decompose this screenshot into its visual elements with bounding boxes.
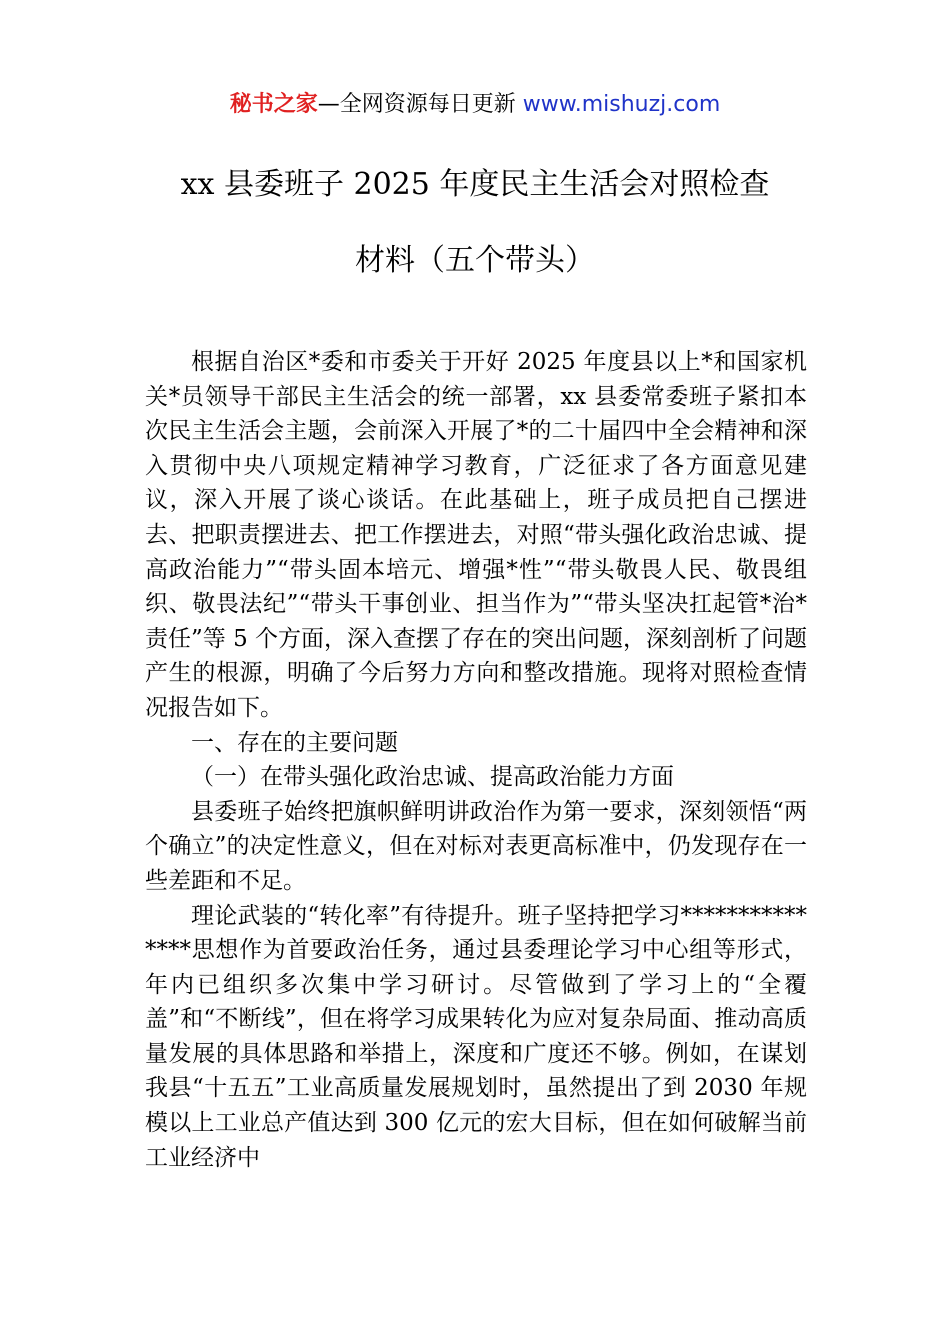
subsection-heading: （一）在带头强化政治忠诚、提高政治能力方面 — [191, 764, 674, 791]
body-paragraph: 理论武装的“转化率”有待提升。班子坚持把学习***************思想作为首要政治任务，通过县委理论学习中心组等形式，年内已组织多次集中学习研讨。尽管做到了学习上的“全覆盖”和“不断线”，但在将学习成果转化为应对复杂局面、推动高质量发展的具体思路和举措上，深度和广度还不够。例如，在谋划我县“十五五”工业高质量发展规划时，虽然提出了到 2030 年规模以上工业总产值达到 300 亿元的宏大目标，但在如何破解当前工业经济中 — [145, 902, 807, 1171]
title-line-2: 材料（五个带头） — [355, 243, 595, 278]
site-watermark-header — [0, 88, 950, 122]
body-paragraph: 县委班子始终把旗帜鲜明讲政治作为第一要求，深刻领悟“两个确立”的决定性意义，但在对标对表更高标准中，仍发现存在一些差距和不足。 — [145, 798, 807, 894]
brand-name: 秘书之家 — [229, 92, 318, 117]
document-body — [145, 345, 807, 1175]
site-url-link[interactable]: www.mishuzj.com — [522, 92, 721, 117]
tagline: —全网资源每日更新 — [317, 92, 523, 117]
section-heading: 一、存在的主要问题 — [191, 729, 398, 756]
document-title — [100, 160, 850, 286]
intro-paragraph: 根据自治区*委和市委关于开好 2025 年度县以上*和国家机关*员领导干部民主生活会的统一部署，xx 县委常委班子紧扣本次民主生活会主题，会前深入开展了*的二十届四中全会精神和深入贯彻中央八项规定精神学习教育，广泛征求了各方面意见建议，深入开展了谈心谈话。在此基础上，班子成员把自己摆进去、把职责摆进去、把工作摆进去，对照“带头强化政治忠诚、提高政治能力”“带头固本培元、增强*性”“带头敬畏人民、敬畏组织、敬畏法纪”“带头干事创业、担当作为”“带头坚决扛起管*治*责任”等 5 个方面，深入查摆了存在的突出问题，深刻剖析了问题产生的根源，明确了今后努力方向和整改措施。现将对照检查情况报告如下。 — [145, 349, 808, 721]
title-line-1: xx 县委班子 2025 年度民主生活会对照检查 — [180, 167, 770, 202]
